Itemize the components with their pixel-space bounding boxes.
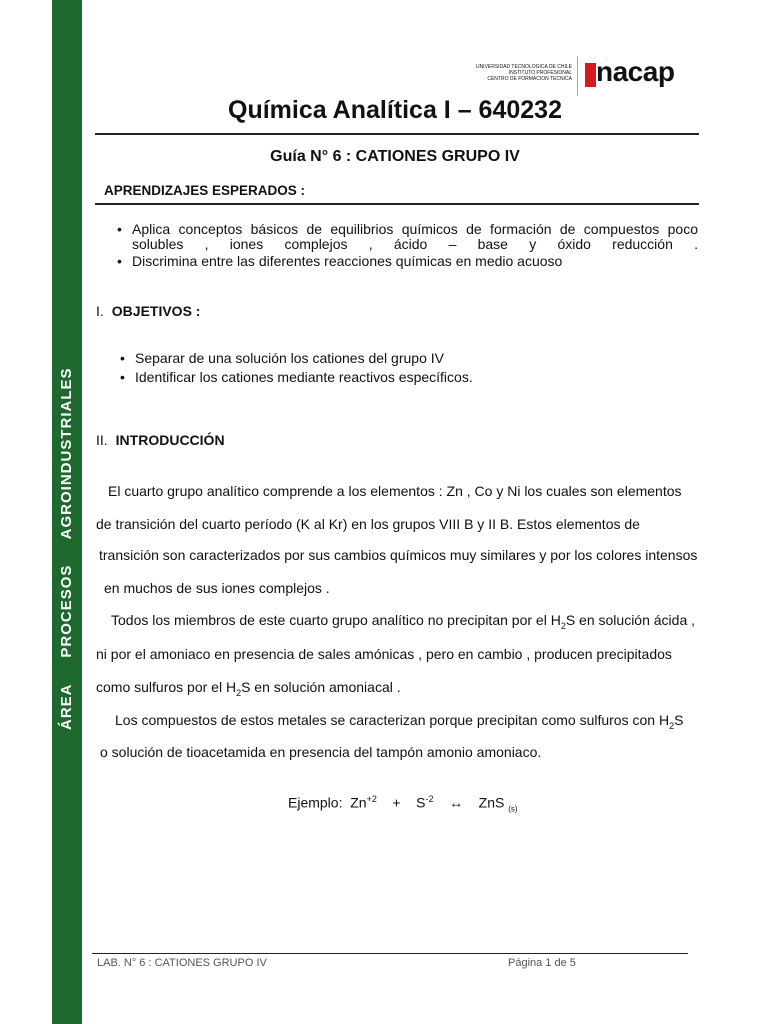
sidebar-field-text: AGROINDUSTRIALES [58,367,75,540]
objective-bullet-text: Identificar los cationes mediante reactivos específicos. [135,369,473,385]
sidebar-processes-text: PROCESOS [58,564,75,658]
superscript: +2 [366,794,377,804]
bullet-icon: • [117,253,122,269]
equation-term: S [416,794,426,811]
section-numeral: II. [96,432,108,448]
intro-line: o solución de tioacetamida en presencia del tampón amonio amoniaco. [100,744,542,760]
intro-line: en muchos de sus iones complejos . [104,580,330,596]
page-subtitle: Guía N° 6 : CATIONES GRUPO IV [270,148,520,165]
objective-bullet-text: Separar de una solución los cationes del grupo IV [135,350,444,366]
introduction-heading [96,432,225,448]
objective-bullet [120,369,473,385]
equation-term: Zn [350,794,367,811]
superscript: -2 [425,794,434,804]
intro-text: S en solución ácida , [565,612,696,628]
page-title: Química Analítica I – 640232 [228,96,562,124]
bullet-icon: • [117,221,122,237]
intro-line [111,612,695,631]
title-divider [95,133,699,135]
footer-divider [92,953,688,954]
logo-line: UNIVERSIDAD TECNOLOGICA DE CHILE [475,64,572,70]
subscript: 2 [560,620,566,631]
logo-name: nacap [596,56,675,87]
intro-line [96,679,401,698]
introduction-title: INTRODUCCIÓN [115,432,225,448]
subscript: (s) [508,804,518,814]
intro-text: como sulfuros por el H [96,679,237,695]
intro-text: Los compuestos de estos metales se caracterizan porque precipitan como sulfuros con H [115,712,670,728]
logo-line: INSTITUTO PROFESIONAL [508,70,572,76]
bullet-icon: • [120,350,125,366]
sidebar-label [56,367,78,730]
footer-lab-label: LAB. N° 6 : CATIONES GRUPO IV [97,957,267,969]
sidebar-area-text: ÁREA [58,683,75,730]
logo-institution-text [440,64,572,82]
learning-heading: APRENDIZAJES ESPERADOS : [104,183,306,198]
subscript: 2 [236,687,242,698]
example-equation [288,794,518,813]
learning-bullet-text: Aplica conceptos básicos de equilibrios químicos de formación de compuestos poco solubles , iones complejos , ácido – base y óxido reducción . [132,221,698,252]
learning-divider [95,203,699,205]
intro-line: transición son caracterizados por sus cambios químicos muy similares y por los colores intensos [99,547,698,563]
example-label: Ejemplo: [288,794,343,811]
intro-line: ni por el amoniaco en presencia de sales amónicas , pero en cambio , producen precipitados [96,646,672,662]
learning-bullet [117,253,563,269]
objectives-heading [96,303,200,319]
logo-line: CENTRO DE FORMACION TECNICA [487,76,572,82]
logo-icon [585,63,596,87]
intro-line: de transición del cuarto período (K al Kr) en los grupos VIII B y II B. Estos elementos de [96,516,640,532]
equation-operator: + [392,794,401,811]
learning-bullet-text: Discrimina entre las diferentes reacciones químicas en medio acuoso [132,253,563,269]
equilibrium-arrow-icon: ↔ [449,794,464,811]
intro-line [115,712,683,731]
subscript: 2 [669,720,675,731]
intro-text: S [674,712,684,728]
section-numeral: I. [96,303,104,319]
footer-page-number: Página 1 de 5 [508,957,576,969]
intro-text: Todos los miembros de este cuarto grupo analítico no precipitan por el H [111,612,561,628]
equation-term: ZnS [478,794,505,811]
learning-bullet [117,221,698,252]
logo-divider [577,56,578,96]
objectives-title: OBJETIVOS : [111,303,201,319]
objective-bullet [120,350,444,366]
intro-text: S en solución amoniacal . [241,679,401,695]
intro-line: El cuarto grupo analítico comprende a los elementos : Zn , Co y Ni los cuales son elementos [108,483,682,499]
bullet-icon: • [120,369,125,385]
